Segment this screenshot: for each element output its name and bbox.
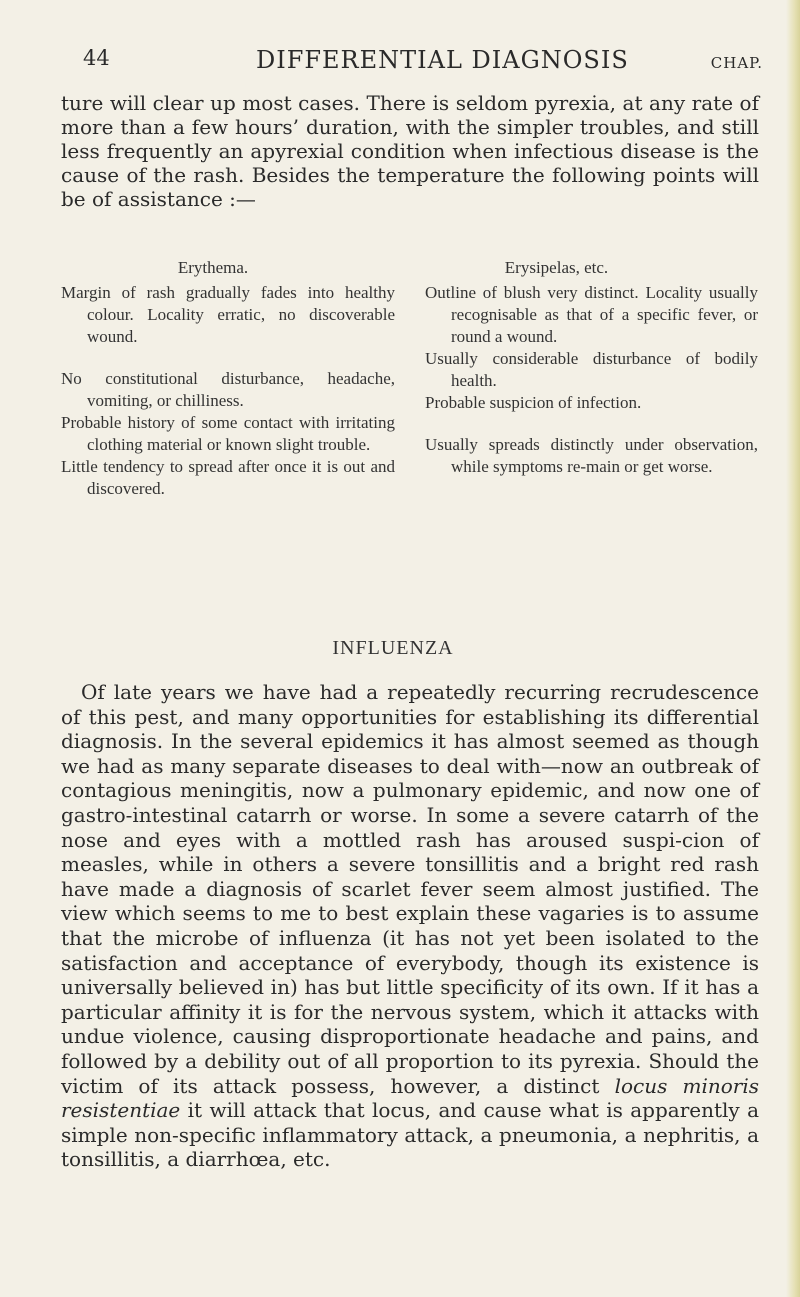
- erythema-entry: No constitutional disturbance, headache, vomiting, or chilliness.: [61, 369, 395, 410]
- page-number: 44: [83, 46, 110, 70]
- erythema-entry: Margin of rash gradually fades into healthy colour. Locality erratic, no discoverable wound.: [61, 283, 395, 346]
- erysipelas-heading: Erysipelas, etc.: [504, 258, 609, 277]
- running-title: DIFFERENTIAL DIAGNOSIS: [256, 46, 629, 74]
- chapter-label: CHAP.: [710, 54, 763, 72]
- influenza-paragraph: [61, 680, 759, 1172]
- erysipelas-entry: Outline of blush very distinct. Locality usually recognisable as that of a specific fever, or round a wound.: [425, 283, 758, 346]
- section-heading: [0, 637, 800, 660]
- influenza-text-part2: it will attack that locus, and cause what is apparently a simple non-specific inflammatory attack, a pneumonia, a nephritis, a tonsillitis, a diarrhœa, etc.: [61, 1098, 759, 1172]
- erysipelas-entry: Probable suspicion of infection.: [425, 393, 642, 412]
- intro-paragraph: ture will clear up most cases. There is seldom pyrexia, at any rate of more than a few hours’ duration, with the simpler troubles, and still less frequently an apyrexial condition when infectious disease is the cause of the rash. Besides the temperature the following points will be of assistance :—: [61, 91, 759, 211]
- influenza-text-part1: Of late years we have had a repeatedly recurring recrudescence of this pest, and many opportunities for establishing its differential diagnosis. In the several epidemics it has almost seemed as though we had as many separate diseases to deal with—now an outbreak of contagious meningitis, now a pulmonary epidemic, and now one of gastro-intestinal catarrh or worse. In some a severe catarrh of the nose and eyes with a mottled rash has aroused suspi-cion of measles, while in others a severe tonsillitis and a bright red rash have made a diagnosis of scarlet fever seem almost justified. The view which seems to me to best explain these vagaries is to assume that the microbe of influenza (it has not yet been isolated to the satisfaction and acceptance of everybody, though its existence is universally believed in) has but little specificity of its own. If it has a particular affinity it is for the nervous system, which it attacks with undue violence, causing disproportionate headache and pains, and followed by a debility out of all proportion to its pyrexia. Should the victim of its attack possess, however, a distinct: [61, 680, 759, 1098]
- erysipelas-entry: Usually considerable disturbance of bodily health.: [425, 349, 758, 390]
- influenza-text-italic: locus minoris resistentiae: [61, 1073, 759, 1123]
- erythema-heading: Erythema.: [177, 258, 249, 277]
- page-header: [83, 46, 763, 76]
- erysipelas-column: [425, 257, 758, 478]
- erythema-entry: Probable history of some contact with irritating clothing material or known slight trouble.: [61, 413, 395, 454]
- erythema-column: [61, 257, 395, 500]
- erysipelas-entry: Usually spreads distinctly under observation, while symptoms re-main or get worse.: [425, 435, 758, 476]
- influenza-heading: INFLUENZA: [332, 637, 454, 659]
- erythema-entry: Little tendency to spread after once it is out and discovered.: [61, 457, 395, 498]
